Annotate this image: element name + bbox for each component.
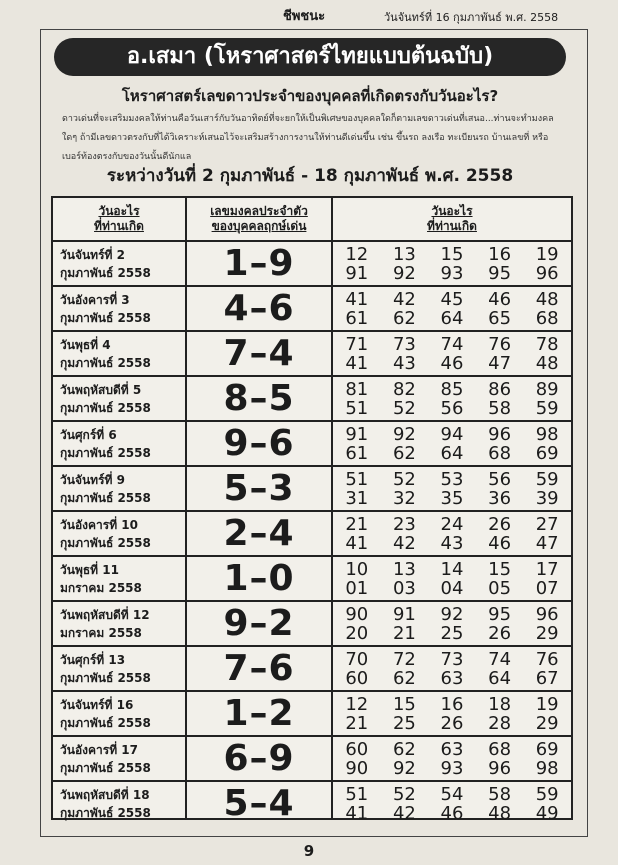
number-value: 45 bbox=[440, 289, 464, 310]
number-line-top bbox=[333, 785, 571, 804]
number-set-cell bbox=[333, 605, 571, 643]
number-value: 68 bbox=[488, 739, 512, 760]
table-row bbox=[53, 692, 571, 737]
number-value: 56 bbox=[440, 398, 464, 419]
number-value: 42 bbox=[392, 533, 416, 554]
birth-day-cell bbox=[60, 561, 184, 597]
birth-day-cell bbox=[60, 696, 184, 732]
number-value: 62 bbox=[392, 668, 416, 689]
number-value: 43 bbox=[440, 533, 464, 554]
number-value: 85 bbox=[440, 379, 464, 400]
table-row bbox=[53, 512, 571, 557]
number-line-bottom bbox=[333, 354, 571, 373]
day-label: วันจันทร์ที่ 16 bbox=[60, 698, 134, 712]
number-line-top bbox=[333, 245, 571, 264]
number-value: 16 bbox=[488, 244, 512, 265]
number-value: 95 bbox=[488, 263, 512, 284]
number-value: 96 bbox=[488, 424, 512, 445]
number-value: 94 bbox=[440, 424, 464, 445]
number-value: 46 bbox=[488, 533, 512, 554]
number-value: 98 bbox=[535, 758, 559, 779]
birth-day-cell bbox=[60, 786, 184, 822]
number-value: 18 bbox=[488, 694, 512, 715]
day-label: วันพฤหัสบดีที่ 12 bbox=[60, 608, 150, 622]
number-value: 61 bbox=[345, 443, 369, 464]
number-line-bottom bbox=[333, 714, 571, 733]
lucky-number: 8–5 bbox=[223, 378, 295, 419]
number-value: 73 bbox=[440, 649, 464, 670]
number-value: 42 bbox=[392, 803, 416, 824]
table-row bbox=[53, 557, 571, 602]
number-value: 12 bbox=[345, 694, 369, 715]
number-line-bottom bbox=[333, 624, 571, 643]
number-value: 60 bbox=[345, 668, 369, 689]
number-value: 19 bbox=[535, 244, 559, 265]
lucky-number: 9–6 bbox=[223, 423, 295, 464]
table-row bbox=[53, 467, 571, 512]
number-value: 76 bbox=[488, 334, 512, 355]
issue-date: วันจันทร์ที่ 16 กุมภาพันธ์ พ.ศ. 2558 bbox=[384, 11, 559, 24]
header-text: ที่ท่านเกิด bbox=[427, 219, 477, 233]
day-label: วันอังคารที่ 10 bbox=[60, 518, 139, 532]
number-value: 90 bbox=[345, 758, 369, 779]
number-value: 19 bbox=[535, 694, 559, 715]
number-value: 41 bbox=[345, 533, 369, 554]
lucky-number: 1–9 bbox=[223, 243, 295, 284]
number-value: 64 bbox=[440, 443, 464, 464]
number-line-bottom bbox=[333, 444, 571, 463]
number-value: 56 bbox=[488, 469, 512, 490]
header-text: วันอะไร bbox=[98, 204, 140, 218]
number-value: 46 bbox=[488, 289, 512, 310]
number-value: 29 bbox=[535, 713, 559, 734]
number-line-bottom bbox=[333, 669, 571, 688]
month-label: กุมภาพันธ์ 2558 bbox=[60, 671, 151, 685]
lucky-number: 4–6 bbox=[223, 288, 295, 329]
day-label: วันจันทร์ที่ 9 bbox=[60, 473, 125, 487]
number-set-cell bbox=[333, 740, 571, 778]
number-value: 15 bbox=[392, 694, 416, 715]
number-value: 47 bbox=[488, 353, 512, 374]
number-value: 91 bbox=[392, 604, 416, 625]
page-number: 9 bbox=[303, 842, 315, 860]
table-row bbox=[53, 287, 571, 332]
number-value: 91 bbox=[345, 263, 369, 284]
number-line-bottom bbox=[333, 534, 571, 553]
header-number-set bbox=[333, 198, 571, 242]
birth-day-cell bbox=[60, 291, 184, 327]
number-set-cell bbox=[333, 785, 571, 823]
number-value: 52 bbox=[392, 398, 416, 419]
lucky-number: 5–4 bbox=[223, 783, 295, 824]
number-value: 31 bbox=[345, 488, 369, 509]
number-value: 62 bbox=[392, 308, 416, 329]
month-label: กุมภาพันธ์ 2558 bbox=[60, 356, 151, 370]
month-label: กุมภาพันธ์ 2558 bbox=[60, 491, 151, 505]
number-value: 27 bbox=[535, 514, 559, 535]
number-value: 41 bbox=[345, 353, 369, 374]
number-value: 43 bbox=[392, 353, 416, 374]
number-value: 23 bbox=[392, 514, 416, 535]
birth-day-cell bbox=[60, 246, 184, 282]
table-row bbox=[53, 602, 571, 647]
number-set-cell bbox=[333, 335, 571, 373]
header-birth-day bbox=[53, 198, 185, 242]
month-label: กุมภาพันธ์ 2558 bbox=[60, 401, 151, 415]
number-value: 46 bbox=[440, 353, 464, 374]
lucky-number: 1–2 bbox=[223, 693, 295, 734]
page-title: อ.เสมา (โหราศาสตร์ไทยแบบต้นฉบับ) bbox=[54, 38, 566, 76]
number-set-cell bbox=[333, 290, 571, 328]
number-value: 13 bbox=[392, 244, 416, 265]
lucky-number: 1–0 bbox=[223, 558, 295, 599]
number-value: 62 bbox=[392, 443, 416, 464]
number-value: 98 bbox=[535, 424, 559, 445]
number-value: 05 bbox=[488, 578, 512, 599]
number-value: 81 bbox=[345, 379, 369, 400]
month-label: กุมภาพันธ์ 2558 bbox=[60, 266, 151, 280]
number-line-top bbox=[333, 695, 571, 714]
lucky-number: 7–4 bbox=[223, 333, 295, 374]
table-row bbox=[53, 422, 571, 467]
number-line-bottom bbox=[333, 309, 571, 328]
number-value: 62 bbox=[392, 739, 416, 760]
number-line-top bbox=[333, 425, 571, 444]
lucky-number: 7–6 bbox=[223, 648, 295, 689]
number-value: 01 bbox=[345, 578, 369, 599]
number-value: 07 bbox=[535, 578, 559, 599]
number-value: 91 bbox=[345, 424, 369, 445]
header-text: ของบุคคลฤกษ์เด่น bbox=[211, 219, 307, 233]
month-label: กุมภาพันธ์ 2558 bbox=[60, 311, 151, 325]
number-value: 24 bbox=[440, 514, 464, 535]
header-text: ที่ท่านเกิด bbox=[94, 219, 144, 233]
table-row bbox=[53, 737, 571, 782]
number-set-cell bbox=[333, 245, 571, 283]
number-value: 65 bbox=[488, 308, 512, 329]
number-value: 41 bbox=[345, 803, 369, 824]
number-value: 17 bbox=[535, 559, 559, 580]
day-label: วันอังคารที่ 3 bbox=[60, 293, 130, 307]
number-value: 04 bbox=[440, 578, 464, 599]
number-value: 14 bbox=[440, 559, 464, 580]
month-label: กุมภาพันธ์ 2558 bbox=[60, 446, 151, 460]
number-value: 74 bbox=[488, 649, 512, 670]
table-row bbox=[53, 242, 571, 287]
number-value: 86 bbox=[488, 379, 512, 400]
number-line-top bbox=[333, 650, 571, 669]
number-set-cell bbox=[333, 470, 571, 508]
number-value: 46 bbox=[440, 803, 464, 824]
number-value: 76 bbox=[535, 649, 559, 670]
number-set-cell bbox=[333, 560, 571, 598]
number-line-top bbox=[333, 740, 571, 759]
number-value: 60 bbox=[345, 739, 369, 760]
lucky-number: 2–4 bbox=[223, 513, 295, 554]
number-value: 42 bbox=[392, 289, 416, 310]
number-value: 92 bbox=[392, 263, 416, 284]
number-line-top bbox=[333, 605, 571, 624]
number-value: 39 bbox=[535, 488, 559, 509]
number-value: 58 bbox=[488, 784, 512, 805]
number-value: 82 bbox=[392, 379, 416, 400]
number-value: 26 bbox=[440, 713, 464, 734]
number-value: 92 bbox=[440, 604, 464, 625]
month-label: มกราคม 2558 bbox=[60, 581, 142, 595]
table-row bbox=[53, 647, 571, 692]
date-range: ระหว่างวันที่ 2 กุมภาพันธ์ - 18 กุมภาพันธ์ พ.ศ. 2558 bbox=[106, 166, 514, 186]
number-value: 16 bbox=[440, 694, 464, 715]
number-value: 52 bbox=[392, 784, 416, 805]
month-label: มกราคม 2558 bbox=[60, 626, 142, 640]
day-label: วันพุธที่ 11 bbox=[60, 563, 119, 577]
number-line-top bbox=[333, 335, 571, 354]
number-value: 49 bbox=[535, 803, 559, 824]
number-set-cell bbox=[333, 380, 571, 418]
newspaper-logo: ชีพชนะ bbox=[283, 9, 326, 24]
header-lucky-number bbox=[187, 198, 331, 242]
lucky-number: 9–2 bbox=[223, 603, 295, 644]
header-text: วันอะไร bbox=[431, 204, 473, 218]
number-value: 90 bbox=[345, 604, 369, 625]
number-value: 68 bbox=[535, 308, 559, 329]
number-value: 53 bbox=[440, 469, 464, 490]
number-value: 51 bbox=[345, 469, 369, 490]
number-value: 52 bbox=[392, 469, 416, 490]
number-value: 15 bbox=[488, 559, 512, 580]
table-row bbox=[53, 377, 571, 422]
number-value: 48 bbox=[535, 289, 559, 310]
number-value: 71 bbox=[345, 334, 369, 355]
number-value: 12 bbox=[345, 244, 369, 265]
number-line-top bbox=[333, 515, 571, 534]
number-value: 03 bbox=[392, 578, 416, 599]
number-value: 59 bbox=[535, 469, 559, 490]
number-value: 72 bbox=[392, 649, 416, 670]
day-label: วันจันทร์ที่ 2 bbox=[60, 248, 125, 262]
table-row bbox=[53, 332, 571, 377]
number-value: 59 bbox=[535, 784, 559, 805]
number-value: 78 bbox=[535, 334, 559, 355]
number-line-top bbox=[333, 290, 571, 309]
number-value: 15 bbox=[440, 244, 464, 265]
number-line-top bbox=[333, 380, 571, 399]
number-line-bottom bbox=[333, 264, 571, 283]
number-value: 74 bbox=[440, 334, 464, 355]
header-text: เลขมงคลประจำตัว bbox=[210, 204, 308, 218]
number-value: 92 bbox=[392, 424, 416, 445]
number-value: 48 bbox=[488, 803, 512, 824]
number-value: 63 bbox=[440, 739, 464, 760]
day-label: วันศุกร์ที่ 6 bbox=[60, 428, 117, 442]
number-line-bottom bbox=[333, 399, 571, 418]
month-label: กุมภาพันธ์ 2558 bbox=[60, 536, 151, 550]
number-value: 61 bbox=[345, 308, 369, 329]
number-value: 51 bbox=[345, 398, 369, 419]
lucky-number: 6–9 bbox=[223, 738, 295, 779]
birth-day-cell bbox=[60, 651, 184, 687]
number-value: 64 bbox=[488, 668, 512, 689]
number-value: 70 bbox=[345, 649, 369, 670]
number-line-bottom bbox=[333, 759, 571, 778]
number-value: 95 bbox=[488, 604, 512, 625]
birth-day-cell bbox=[60, 741, 184, 777]
number-set-cell bbox=[333, 425, 571, 463]
number-value: 69 bbox=[535, 739, 559, 760]
day-label: วันอังคารที่ 17 bbox=[60, 743, 139, 757]
table-row bbox=[53, 782, 571, 827]
number-value: 21 bbox=[345, 713, 369, 734]
number-value: 21 bbox=[392, 623, 416, 644]
lucky-number: 5–3 bbox=[223, 468, 295, 509]
number-value: 32 bbox=[392, 488, 416, 509]
subtitle: โหราศาสตร์เลขดาวประจำของบุคคลที่เกิดตรงกับวันอะไร? bbox=[121, 87, 499, 105]
number-value: 63 bbox=[440, 668, 464, 689]
month-label: กุมภาพันธ์ 2558 bbox=[60, 761, 151, 775]
number-value: 21 bbox=[345, 514, 369, 535]
number-value: 96 bbox=[535, 263, 559, 284]
number-value: 58 bbox=[488, 398, 512, 419]
number-value: 64 bbox=[440, 308, 464, 329]
number-set-cell bbox=[333, 650, 571, 688]
number-value: 69 bbox=[535, 443, 559, 464]
number-value: 36 bbox=[488, 488, 512, 509]
day-label: วันพุธที่ 4 bbox=[60, 338, 111, 352]
number-value: 96 bbox=[535, 604, 559, 625]
number-value: 20 bbox=[345, 623, 369, 644]
number-value: 25 bbox=[440, 623, 464, 644]
intro-paragraph: ดาวเด่นที่จะเสริมมงคลให้ท่านคือวันเสาร์กับวันอาทิตย์ที่จะยกให้เป็นพิเศษของบุคคลใดก็ตามเลขดาวเด่นที่เสนอ...ท่านจะทำมงคลใดๆ ถ้ามีเลขดาวตรงกับที่ได้วิเคราะห์เสนอไว้จะเสริมสร้างการงานให้ท่านดีเด่นขึ้น เช่น ขึ้นรถ ลงเรือ ทะเบียนรถ บ้านเลขที่ หรือ เบอร์ท้องตรงกับของวันนั้นดีนักแล bbox=[62, 114, 554, 162]
number-value: 89 bbox=[535, 379, 559, 400]
number-line-bottom bbox=[333, 489, 571, 508]
number-value: 93 bbox=[440, 758, 464, 779]
number-value: 59 bbox=[535, 398, 559, 419]
number-value: 68 bbox=[488, 443, 512, 464]
number-value: 25 bbox=[392, 713, 416, 734]
number-set-cell bbox=[333, 695, 571, 733]
lucky-number-table bbox=[51, 196, 573, 824]
number-line-top bbox=[333, 470, 571, 489]
number-value: 41 bbox=[345, 289, 369, 310]
number-value: 13 bbox=[392, 559, 416, 580]
number-value: 93 bbox=[440, 263, 464, 284]
number-value: 35 bbox=[440, 488, 464, 509]
birth-day-cell bbox=[60, 426, 184, 462]
birth-day-cell bbox=[60, 606, 184, 642]
number-value: 96 bbox=[488, 758, 512, 779]
number-value: 29 bbox=[535, 623, 559, 644]
number-value: 26 bbox=[488, 514, 512, 535]
number-value: 48 bbox=[535, 353, 559, 374]
month-label: กุมภาพันธ์ 2558 bbox=[60, 806, 151, 820]
number-value: 54 bbox=[440, 784, 464, 805]
number-value: 73 bbox=[392, 334, 416, 355]
birth-day-cell bbox=[60, 516, 184, 552]
number-set-cell bbox=[333, 515, 571, 553]
day-label: วันพฤหัสบดีที่ 5 bbox=[60, 383, 142, 397]
masthead bbox=[0, 4, 618, 26]
number-line-bottom bbox=[333, 804, 571, 823]
number-value: 92 bbox=[392, 758, 416, 779]
birth-day-cell bbox=[60, 381, 184, 417]
number-value: 67 bbox=[535, 668, 559, 689]
number-value: 51 bbox=[345, 784, 369, 805]
number-value: 47 bbox=[535, 533, 559, 554]
number-value: 10 bbox=[345, 559, 369, 580]
number-line-bottom bbox=[333, 579, 571, 598]
birth-day-cell bbox=[60, 471, 184, 507]
number-value: 26 bbox=[488, 623, 512, 644]
month-label: กุมภาพันธ์ 2558 bbox=[60, 716, 151, 730]
day-label: วันพฤหัสบดีที่ 18 bbox=[60, 788, 150, 802]
birth-day-cell bbox=[60, 336, 184, 372]
day-label: วันศุกร์ที่ 13 bbox=[60, 653, 126, 667]
number-value: 28 bbox=[488, 713, 512, 734]
number-line-top bbox=[333, 560, 571, 579]
